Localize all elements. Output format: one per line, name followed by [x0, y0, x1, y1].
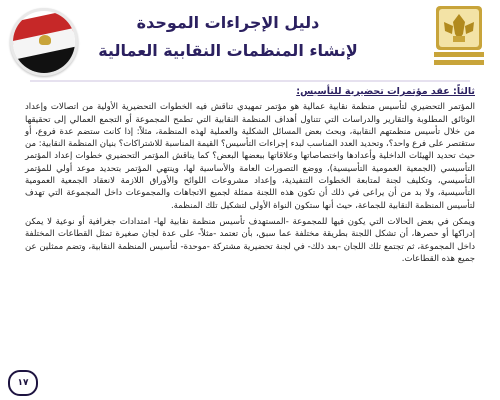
body-paragraph-2: ويمكن في بعض الحالات التي يكون فيها للمجموعة -المستهدف تأسيس منظمة نقابية لها- امتدادات جغرافية أو نوعية لا يمكن إدراكها أو حصرها، أن تشكل اللجنة بطريقة مختلفة عما سبق، بأن تعتمد -مثلاً- على عدة لجان صغيرة تمثل القطاعات المختلفة داخل المجموعة، ثم تجتمع تلك اللجان -بعد ذلك- في لجنة تحضيرية مشتركة -موحدة- لتأسيس المنظمة النقابية، وتضم ممثلين عن جميع هذه القطاعات. — [25, 216, 475, 264]
section-heading: ثالثاً: عقد مؤتمرات تحضيرية للتأسيس: — [296, 86, 475, 97]
page-number: ١٧ — [8, 370, 38, 396]
egypt-flag-badge — [10, 8, 78, 76]
eagle-emblem-icon — [39, 35, 51, 45]
document-title-line-1: دليل الإجراءات الموحدة — [136, 13, 320, 32]
header-divider — [30, 80, 470, 82]
document-body — [25, 86, 475, 265]
body-paragraph-1: المؤتمر التحضيري لتأسيس منظمة نقابية عمالية هو مؤتمر تمهيدي تناقش فيه الخطوات التحضيرية الأولية من اتصالات وإعداد الوثائق المطلوبة والتقارير والدراسات التي تتناول أهداف المنظمة النقابية التي تطمح المجموعة أو التجمع العمالي إلى تحقيقها من خلال تأسيس منظمتهم النقابية، وبحث بعض المسائل الشكلية والعملية لهذه المنظمة، مثلاً: إذا كانت ستضم عدة فروع، أو ستقتصر على فرع واحد؟، وتحديد العدد المناسب لبدء إجراءات التأسيس؟ القيمة المناسبة للاشتراكات؟ بنيان المنظمة النقابية: من حيث تحديد الهيئات الداخلية وأعدادها واختصاصاتها وعلاقاتها ببعضها البعض؟ كما يناقش المؤتمر التحضيري خطوات إعداد المؤتمر التأسيسي (الجمعية العمومية التأسيسية)، ووضع التصورات العامة والأساسية لها، وينتهي المؤتمر بتحديد موعد أولي للمؤتمر التأسيسي، وتكليف لجنة لمتابعة الخطوات التنفيذية، وإعداد مشروعات اللوائح والأوراق اللازمة لانعقاد الجمعية العمومية التأسيسية، ولا بد من أن يراعى في ذلك أن تكون هذه اللجنة ممثلة لجميع الاتجاهات والمجموعات داخل المجموعة التي تهدف لتأسيس المنظمة النقابية للجماعة، حيث أنها ستكون النواة الأولى لتشكيل تلك المنظمة. — [25, 102, 475, 211]
ministry-of-manpower-logo — [430, 4, 488, 70]
document-title-line-2: لإنشاء المنظمات النقابية العمالية — [98, 41, 358, 60]
page-header — [0, 0, 500, 78]
